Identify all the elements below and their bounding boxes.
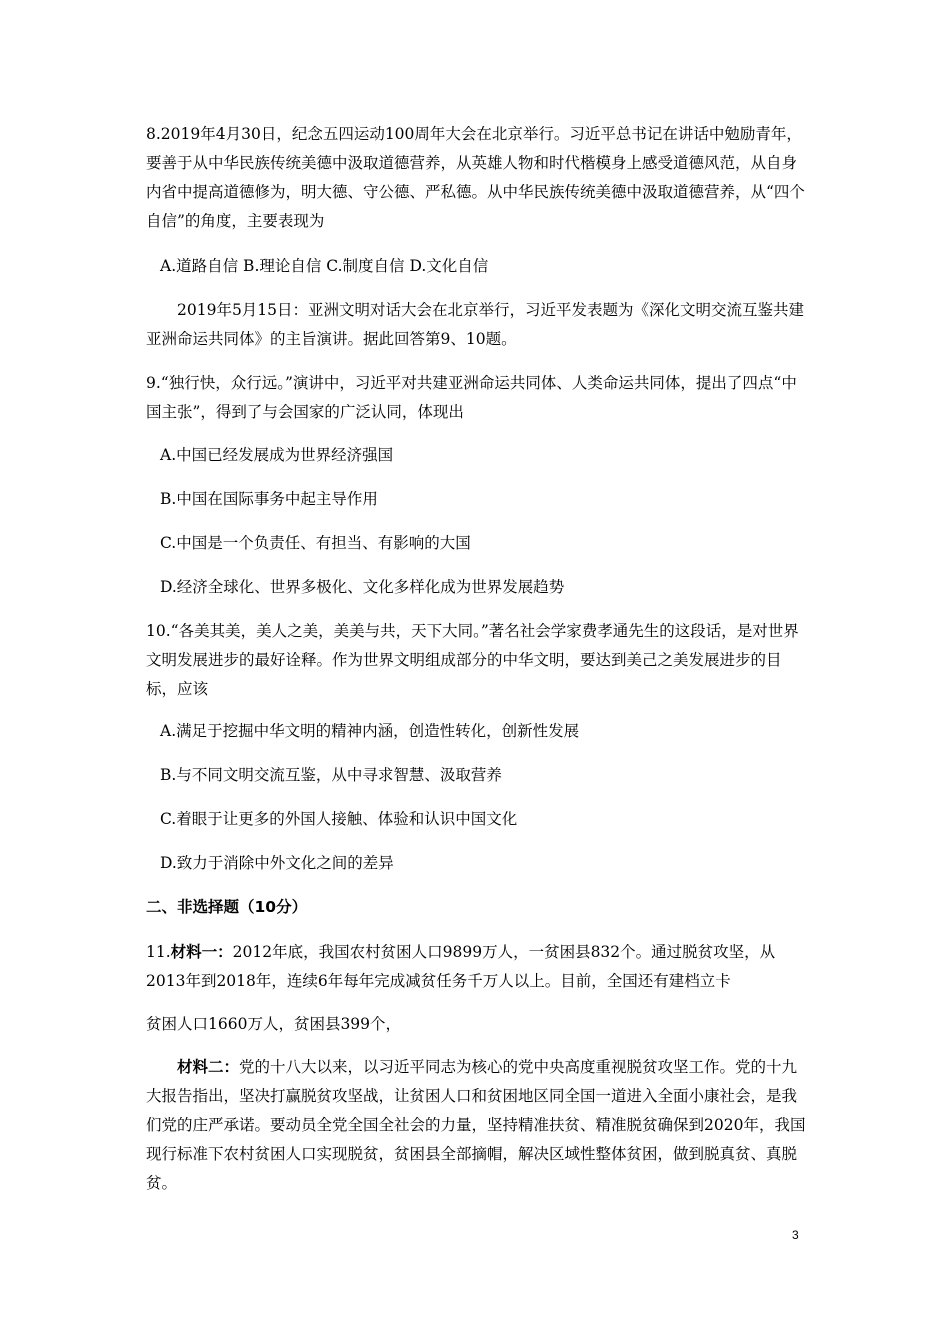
- section-title: 二、非选择题（10分）: [146, 898, 308, 916]
- q9-stem: 9.“独行快，众行远。”演讲中，习近平对共建亚洲命运共同体、人类命运共同体，提出了四点“中国主张”，得到了与会国家的广泛认同，体现出: [146, 374, 797, 421]
- material-1-text: 2012年底，我国农村贫困人口9899万人，一贫困县832个。通过脱贫攻坚，从2013年到2018年，连续6年每年完成减贫任务千万人以上。目前，全国还有建档立卡: [146, 943, 776, 990]
- q10-stem: 10.“各美其美，美人之美，美美与共，天下大同。”著名社会学家费孝通先生的这段话，是对世界文明发展进步的最好诠释。作为世界文明组成部分的中华文明，要达到美己之美发展进步的目标，应该: [146, 622, 799, 698]
- intro-q9-q10: 2019年5月15日：亚洲文明对话大会在北京举行，习近平发表题为《深化文明交流互鉴共建亚洲命运共同体》的主旨演讲。据此回答第9、10题。: [146, 301, 805, 348]
- material-2-text: 党的十八大以来，以习近平同志为核心的党中央高度重视脱贫攻坚工作。党的十九大报告指出，坚决打赢脱贫攻坚战，让贫困人口和贫困地区同全国一道进入全面小康社会，是我们党的庄严承诺。要动员全党全国全社会的力量，坚持精准扶贫、精准脱贫确保到2020年，我国现行标准下农村贫困人口实现脱贫，贫困县全部摘帽，解决区域性整体贫困，做到脱真贫、真脱贫。: [146, 1058, 806, 1192]
- material-2-label: 材料二：: [177, 1057, 240, 1076]
- q8-stem: 8.2019年4月30日，纪念五四运动100周年大会在北京举行。习近平总书记在讲话中勉励青年，要善于从中华民族传统美德中汲取道德营养，从英雄人物和时代楷模身上感受道德风范，从自身内省中提高道德修为，明大德、守公德、严私德。从中华民族传统美德中汲取道德营养，从“四个自信”的角度，主要表现为: [146, 125, 805, 230]
- q9-option-c: C.中国是一个负责任、有担当、有影响的大国: [160, 534, 471, 552]
- q10-option-c: C.着眼于让更多的外国人接触、体验和认识中国文化: [160, 810, 518, 828]
- q10-option-b: B.与不同文明交流互鉴，从中寻求智慧、汲取营养: [160, 766, 502, 784]
- q10-option-a: A.满足于挖掘中华文明的精神内涵，创造性转化，创新性发展: [160, 722, 580, 740]
- q9-option-d: D.经济全球化、世界多极化、文化多样化成为世界发展趋势: [160, 578, 565, 596]
- q11-number: 11.: [146, 943, 171, 961]
- q8-options: A.道路自信 B.理论自信 C.制度自信 D.文化自信: [160, 257, 489, 275]
- material-1-label: 材料一：: [170, 942, 233, 961]
- q9-option-b: B.中国在国际事务中起主导作用: [160, 490, 378, 508]
- q11-material-2: [146, 1052, 812, 1198]
- q10-option-d: D.致力于消除中外文化之间的差异: [160, 854, 394, 872]
- q11-material-1: [146, 937, 812, 996]
- q9-option-a: A.中国已经发展成为世界经济强国: [160, 446, 394, 464]
- q11-material-1-tail: 贫困人口1660万人，贫困县399个，: [146, 1015, 402, 1033]
- page-number: 3: [792, 1228, 799, 1242]
